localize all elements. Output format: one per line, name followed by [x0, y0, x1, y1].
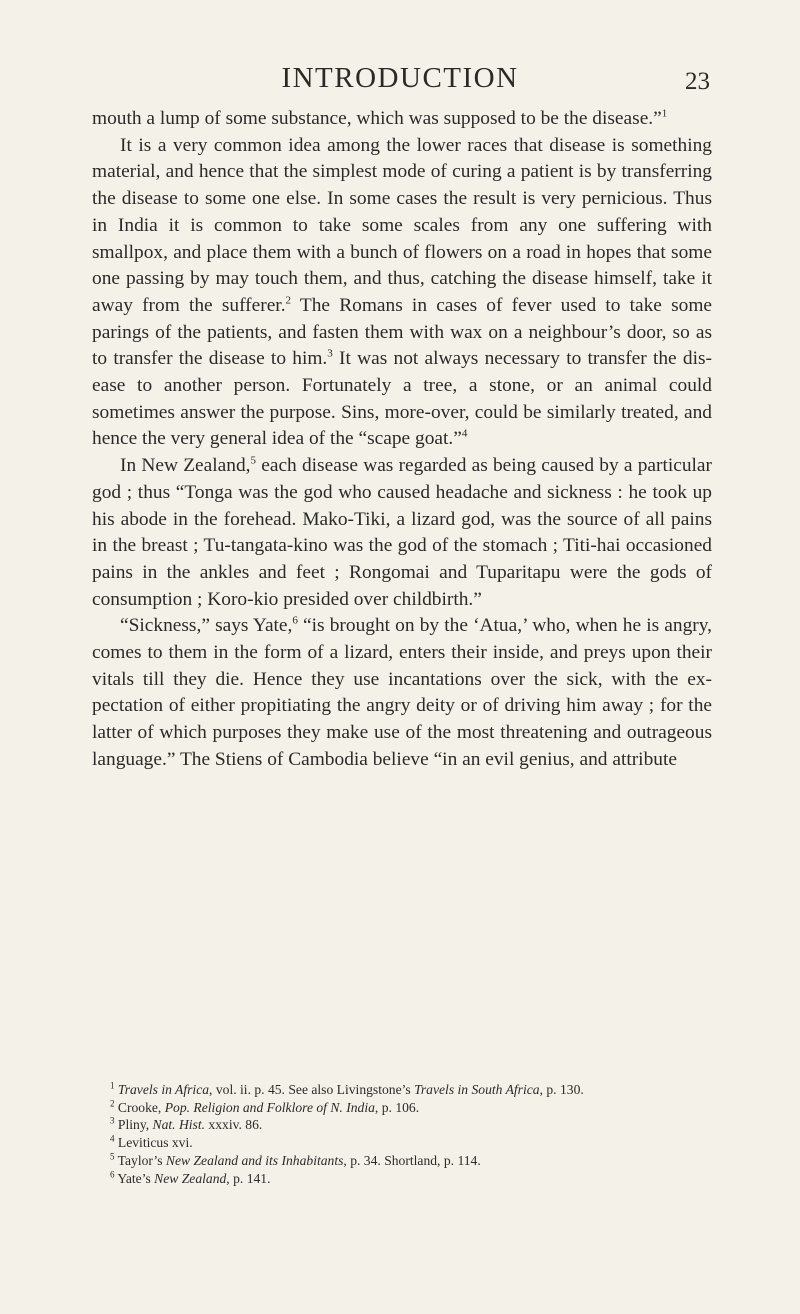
footnote-number: 6: [110, 1168, 115, 1179]
paragraph: [92, 133, 712, 453]
footnote-title: Travels in Africa: [117, 1082, 210, 1097]
footnote-text: Leviticus xvi.: [117, 1135, 193, 1151]
footnote-number: 5: [110, 1151, 115, 1162]
paragraph-text: mouth a lump of some substance, which was supposed to be the disease.”: [92, 108, 662, 129]
paragraph-text: In New Zealand,: [120, 455, 251, 477]
footnote-text: xxxiv. 86.: [205, 1117, 263, 1133]
footnote: [92, 1152, 712, 1170]
paragraph-text: It was not always necessary to transfer the dis-ease to another person. Fortunately a tree, a stone, or an animal could sometimes answer the purpose. Sins, more-over, could be similarly treated, and hence the very general idea of the “scape goat.”: [92, 348, 712, 450]
footnote: [92, 1099, 712, 1117]
footnote-number: 1: [110, 1080, 115, 1091]
paragraph-text: It is a very common idea among the lower races that disease is something material, and hence that the simplest mode of curing a patient is by transferring the disease to some one else. In some cases the result is very pernicious. Thus in India it is common to take some scales from any one suffering with smallpox, and place them with a bunch of flowers on a road in hopes that some one passing by may touch them, and thus, catching the disease himself, take it away from the sufferer.: [92, 134, 712, 316]
footnote: [92, 1134, 712, 1152]
paragraph: [92, 453, 712, 613]
footnote-text: Crooke,: [117, 1099, 165, 1115]
running-title: INTRODUCTION: [281, 62, 519, 94]
footnote-title: Travels in South Africa: [414, 1082, 540, 1097]
footnote-ref-5: 5: [250, 454, 257, 467]
paragraph-text: each disease was regarded as being caused by a particular god ; thus “Tonga was the god who caused headache and sickness : he took up his abode in the forehead. Mako-Tiki, a lizard god, was the source of all pains in the breast ; Tu-tangata-kino was the god of the stomach ; Titi-hai occasioned pains in the ankles and feet ; Rongomai and Tuparitapu were the gods of consumption ; Koro-kio presided over childbirth.”: [92, 455, 712, 610]
footnote-number: 2: [110, 1098, 115, 1109]
footnote-text: Taylor’s: [117, 1152, 166, 1168]
footnote-text: Yate’s: [117, 1170, 155, 1186]
paragraph-continued: [92, 106, 712, 133]
footnote-ref-3: 3: [327, 347, 333, 360]
paragraph-text: “Sickness,” says Yate,: [120, 615, 293, 637]
paragraph: [92, 613, 712, 773]
footnote: [92, 1116, 712, 1134]
footnote-ref-6: 6: [292, 614, 298, 627]
footnote-title: New Zealand and its Inhabitants: [165, 1152, 344, 1168]
footnote-text: , p. 106.: [374, 1099, 420, 1115]
footnote-text: , p. 141.: [226, 1170, 271, 1186]
footnote-ref-1: 1: [661, 107, 668, 120]
paragraph-text: The Romans in cases of fever used to take some parings of the patients, and fasten them with wax on a neighbour’s door, so as to transfer the disease to him.: [92, 294, 713, 370]
footnote-text: , vol. ii. p. 45. See also Livingstone’s: [209, 1082, 415, 1097]
footnote-title: Nat. Hist.: [152, 1117, 206, 1133]
footnote-ref-2: 2: [285, 294, 292, 307]
footnote-text: Pliny,: [117, 1117, 153, 1133]
page-header: [0, 62, 800, 98]
footnotes: [92, 1081, 712, 1187]
footnote-title: Pop. Religion and Folklore of N. India: [164, 1099, 375, 1115]
footnote-title: New Zealand: [154, 1170, 227, 1186]
footnote: [92, 1081, 712, 1099]
footnote-ref-4: 4: [461, 427, 468, 440]
footnote-text: , p. 34. Shortland, p. 114.: [343, 1152, 481, 1168]
footnote: [92, 1170, 712, 1188]
body-text: [92, 106, 712, 774]
footnote-number: 3: [110, 1115, 115, 1126]
page-number: 23: [685, 68, 710, 95]
footnote-text: , p. 130.: [539, 1082, 584, 1097]
paragraph-text: “is brought on by the ‘Atua,’ who, when he is angry, comes to them in the form of a lizard, enters their inside, and preys upon their vitals till they die. Hence they use incantations over the sick, with the ex-pectation of either propitiating the angry deity or of driving him away ; for the latter of which purposes they make use of the most threatening and outrageous language.” The Stiens of Cambodia believe “in an evil genius, and attribute: [92, 615, 713, 770]
footnote-number: 4: [110, 1133, 115, 1144]
